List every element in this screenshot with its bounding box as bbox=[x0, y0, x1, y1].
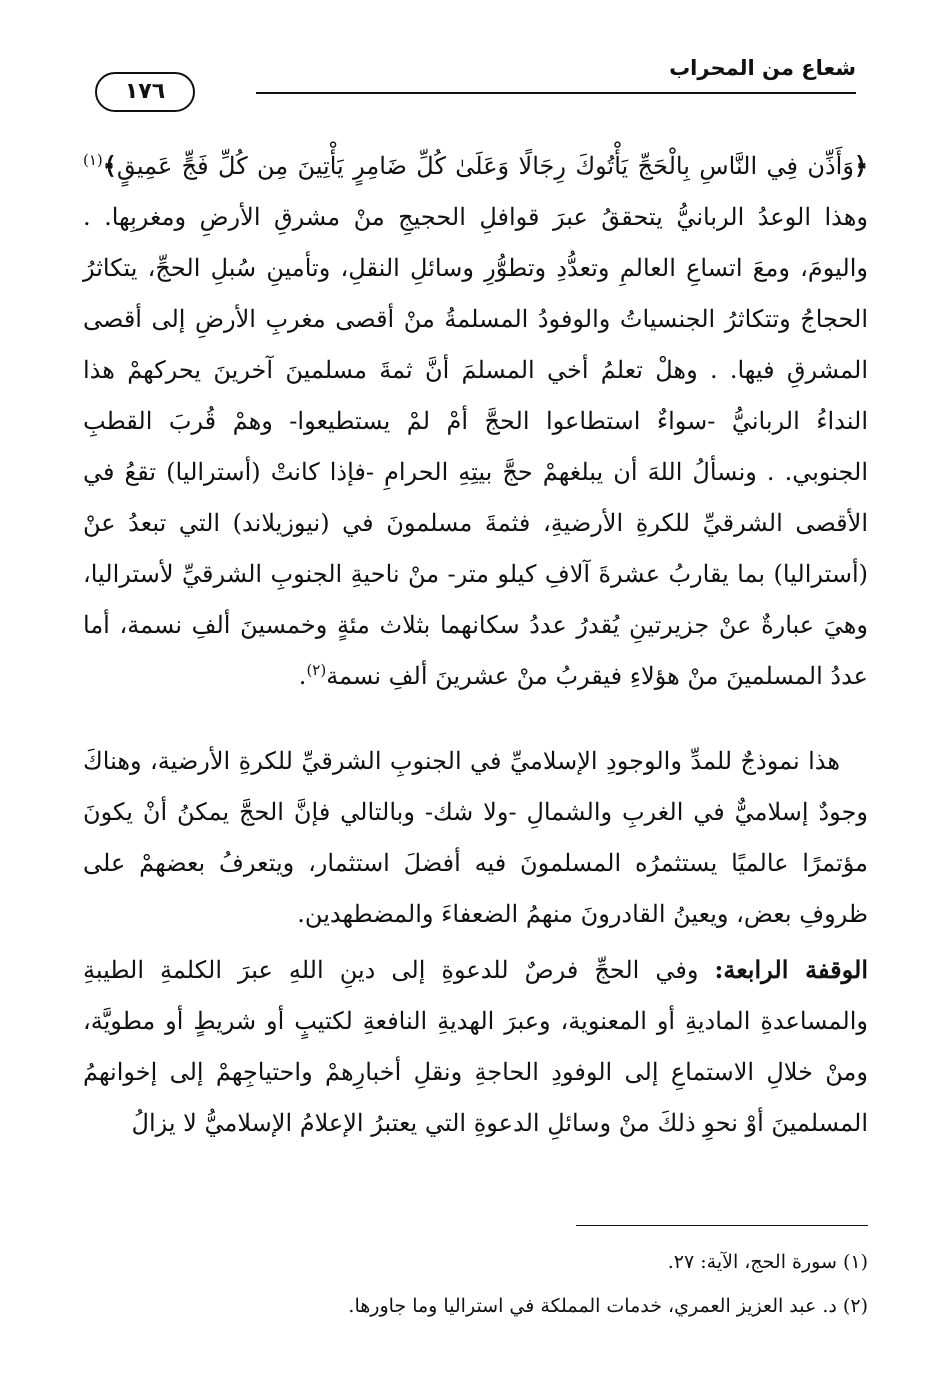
verse-close-bracket: ﴾ bbox=[102, 151, 117, 180]
section-heading: الوقفة الرابعة: bbox=[714, 955, 869, 984]
footnote-separator bbox=[576, 1225, 868, 1226]
paragraph-1-end: . bbox=[298, 662, 307, 690]
paragraph-2: هذا نموذجٌ للمدِّ والوجودِ الإسلاميِّ في الجنوبِ الشرقيِّ للكرةِ الأرضية، وهناكَ وجودٌ إسلاميٌّ في الغربِ والشمالِ -ولا شك- وبالتالي فإنَّ الحجَّ يمكنُ أنْ يكونَ مؤتمرًا عالميًا يستثمرُه المسلمونَ فيه أفضلَ استثمار، ويتعرفُ بعضهمْ على ظروفِ بعض، ويعينُ القادرونَ منهمُ الضعفاءَ والمضطهدين. bbox=[83, 747, 868, 928]
paragraph-1-text: وهذا الوعدُ الربانيُّ يتحققُ عبرَ قوافلِ الحجيجِ منْ مشرقِ الأرضِ ومغربِها. . واليومَ، ومعَ اتساعِ العالمِ وتعدُّدِ وتطوُّرِ وسائلِ النقلِ، وتأمينِ سُبلِ الحجِّ، يتكاثرُ الحجاجُ وتتكاثرُ الجنسياتُ والوفودُ المسلمةُ منْ أقصى مغربِ الأرضِ إلى أقصى المشرقِ فيها. . وهلْ تعلمُ أخي المسلمَ أنَّ ثمةَ مسلمينَ آخرينَ يحركهمْ هذا النداءُ الربانيُّ -سواءٌ استطاعوا الحجَّ أمْ لمْ يستطيعوا- وهمْ قُربَ القطبِ الجنوبي. . ونسألُ اللهَ أن يبلغهمْ حجَّ بيتِهِ الحرامِ -فإذا كانتْ (أستراليا) تقعُ في الأقصى الشرقيِّ للكرةِ الأرضيةِ، فثمةَ مسلمونَ في (نيوزيلاند) التي تبعدُ عنْ (أستراليا) بما يقاربُ عشرةَ آلافِ كيلو متر- منْ ناحيةِ الجنوبِ الشرقيِّ لأستراليا، وهيَ عبارةٌ عنْ جزيرتينِ يُقدرُ عددُ سكانهما بثلاث مئةٍ وخمسينَ ألفِ نسمة، أما عددُ المسلمينَ منْ هؤلاءِ فيقربُ منْ عشرينَ ألفِ نسمة bbox=[83, 203, 869, 690]
footnote-marker-2: (٢) bbox=[306, 661, 327, 679]
footnote-1: (١) سورة الحج، الآية: ٢٧. bbox=[667, 1251, 868, 1273]
header-rule bbox=[256, 92, 856, 94]
footnotes bbox=[83, 1240, 868, 1328]
paragraph-1 bbox=[83, 140, 868, 702]
running-title: شعاع من المحراب bbox=[669, 56, 856, 80]
paragraph-3 bbox=[83, 944, 868, 1149]
page-number: ١٧٦ bbox=[95, 72, 195, 112]
page-header bbox=[0, 0, 950, 110]
footnote-2: (٢) د. عبد العزيز العمري، خدمات المملكة في استراليا وما جاورها. bbox=[348, 1295, 868, 1317]
quran-verse: وَأَذِّن فِي النَّاسِ بِالْحَجِّ يَأْتُوكَ رِجَالًا وَعَلَىٰ كُلِّ ضَامِرٍ يَأْتِينَ مِن كُلِّ فَجٍّ عَمِيقٍ bbox=[116, 152, 854, 180]
body-text bbox=[83, 140, 868, 1149]
paragraph-3-text: وفي الحجِّ فرصٌ للدعوةِ إلى دينِ اللهِ عبرَ الكلمةِ الطيبةِ والمساعدةِ الماديةِ أو المعنوية، وعبرَ الهديةِ النافعةِ لكتيبٍ أو شريطٍ أو مطويَّة، ومنْ خلالِ الاستماعِ إلى الوفودِ الحاجةِ ونقلِ أخبارِهمْ واحتياجِهمْ إلى إخوانهمُ المسلمينَ أوْ نحوِ ذلكَ منْ وسائلِ الدعوةِ التي يعتبرُ الإعلامُ الإسلاميُّ لا يزالُ bbox=[83, 956, 868, 1137]
verse-open-bracket: ﴿ bbox=[853, 151, 868, 180]
footnote-marker-1: (١) bbox=[83, 151, 103, 169]
